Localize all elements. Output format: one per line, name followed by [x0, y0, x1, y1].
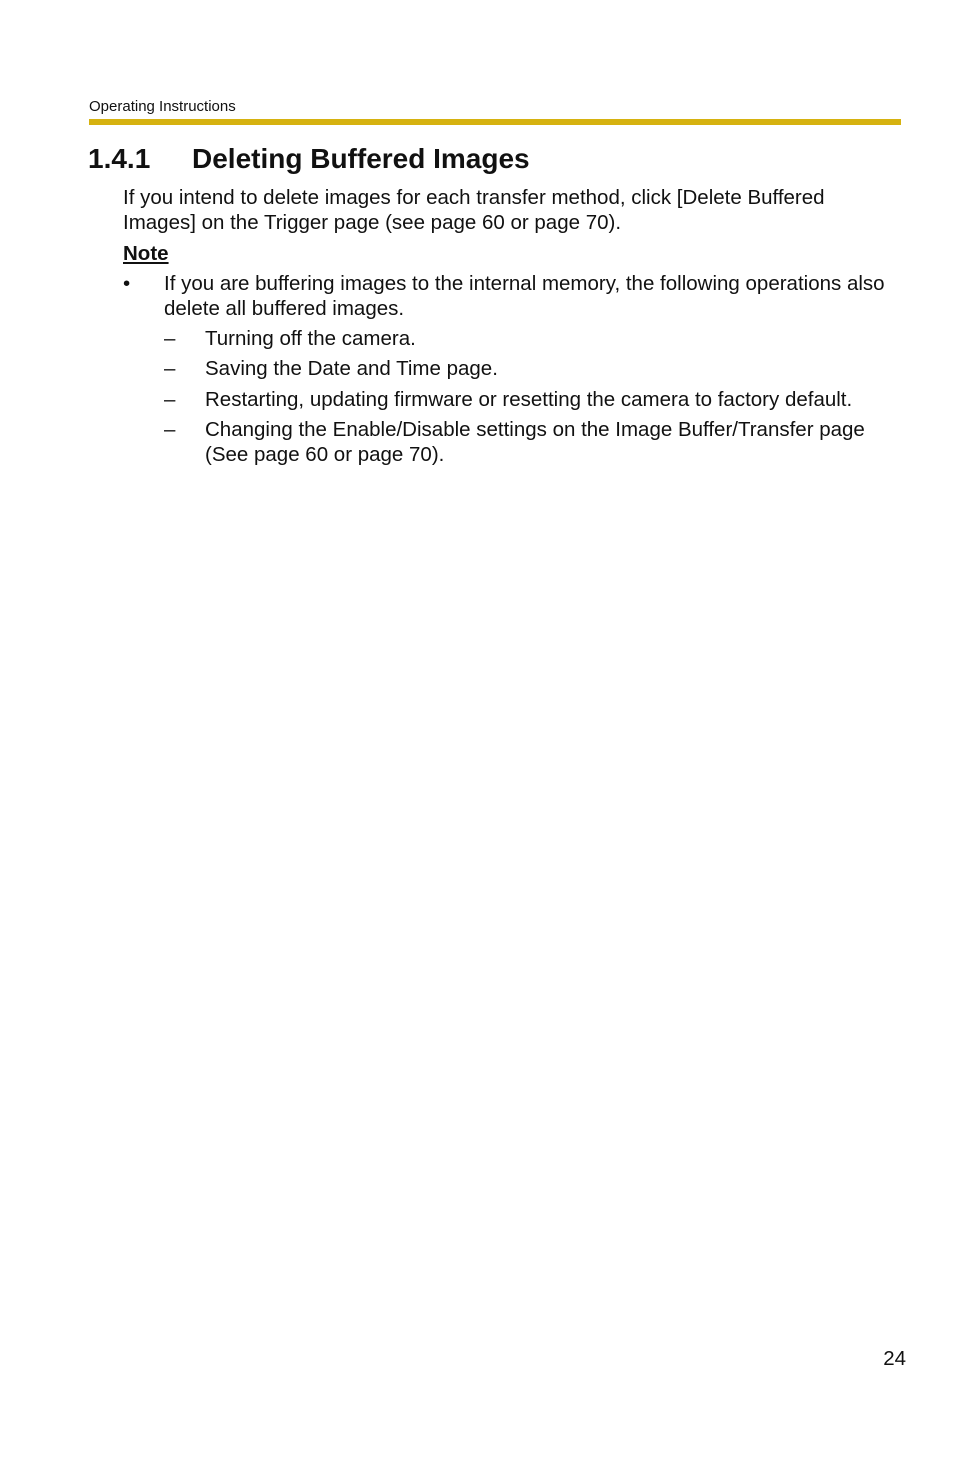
note-label: Note [123, 242, 169, 265]
section-number: 1.4.1 [88, 143, 151, 174]
sub-item-text: Changing the Enable/Disable settings on the Image Buffer/Transfer page (See page 60 or page 70). [205, 418, 865, 466]
header-rule [89, 119, 901, 125]
intro-paragraph: If you intend to delete images for each transfer method, click [Delete Buffered Images] on the Trigger page (see page 60 or page 70). [123, 186, 825, 234]
bullet-marker: • [123, 272, 131, 295]
sub-item-text: Saving the Date and Time page. [205, 357, 498, 380]
bullet-text: If you are buffering images to the internal memory, the following operations also delete all buffered images. [164, 272, 885, 320]
dash-marker: – [164, 388, 176, 411]
page-number: 24 [883, 1347, 906, 1370]
dash-marker: – [164, 357, 176, 380]
sub-item-text: Turning off the camera. [205, 327, 416, 350]
section-title: Deleting Buffered Images [192, 143, 530, 174]
dash-marker: – [164, 418, 176, 441]
sub-item-text: Restarting, updating firmware or resetting the camera to factory default. [205, 388, 853, 411]
dash-marker: – [164, 327, 176, 350]
section-heading [88, 141, 530, 177]
running-header: Operating Instructions [89, 98, 236, 115]
